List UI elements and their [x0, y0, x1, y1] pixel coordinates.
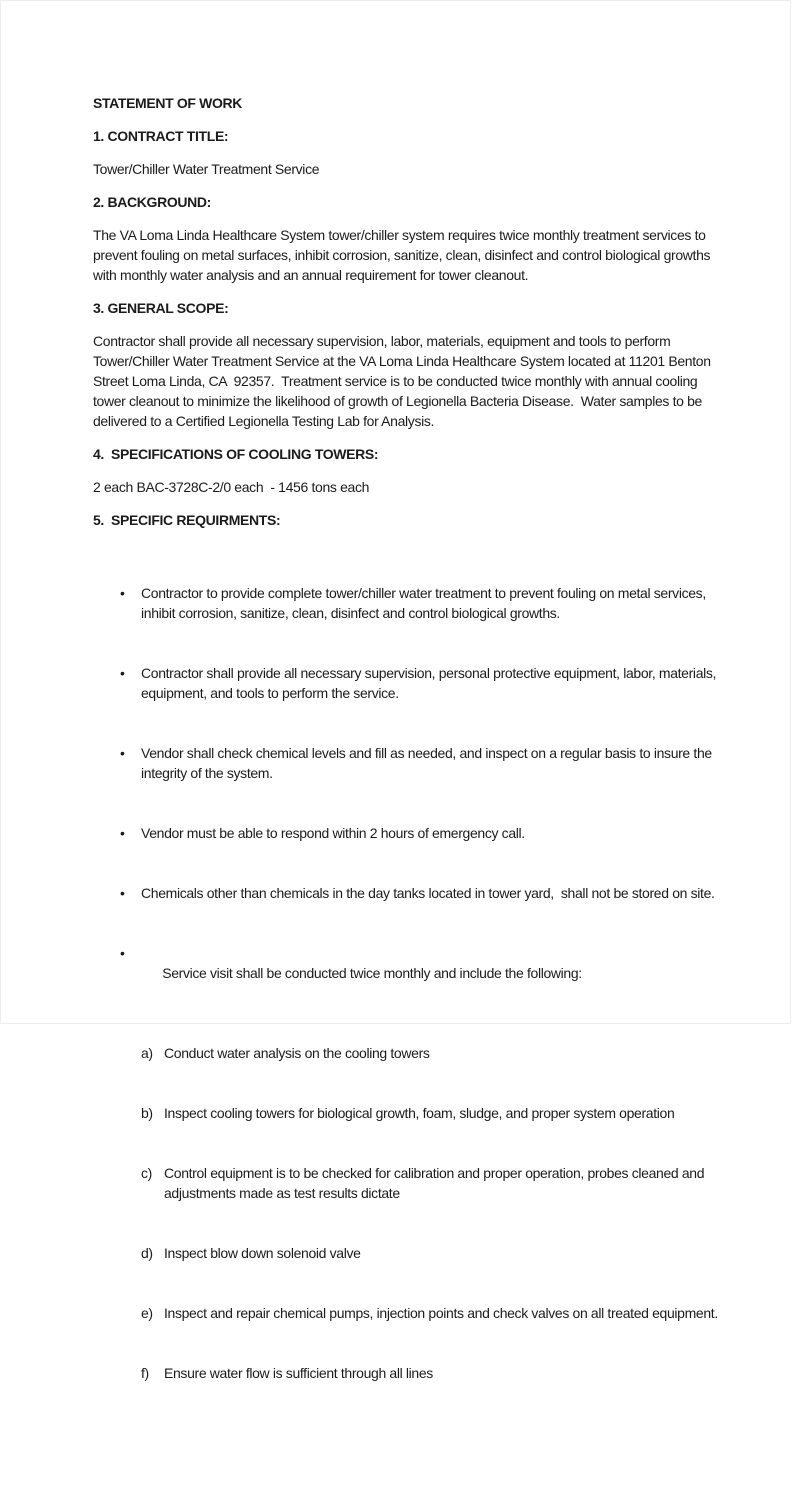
sublist-item-text: Inspect and repair chemical pumps, injection points and check valves on all treated equipment. — [164, 1305, 718, 1321]
sublist-item-label: e) — [141, 1305, 153, 1321]
sublist-item-text: Ensure water flow is sufficient through all lines — [164, 1365, 433, 1381]
requirements-list — [118, 543, 720, 1503]
sublist-item-label: f) — [141, 1365, 149, 1381]
sublist-item — [141, 1243, 720, 1263]
service-visit-sublist — [141, 1003, 720, 1423]
sublist-item-text: Conduct water analysis on the cooling towers — [164, 1045, 430, 1061]
doc-title: STATEMENT OF WORK — [93, 95, 243, 111]
sublist-item — [141, 1303, 720, 1323]
section-4-heading: 4. SPECIFICATIONS OF COOLING TOWERS: — [93, 446, 379, 462]
sublist-item — [141, 1363, 720, 1383]
list-item: • Chemicals other than chemicals in the day tanks located in tower yard, shall not be stored on site. — [118, 883, 720, 903]
section-2-body: The VA Loma Linda Healthcare System tower/chiller system requires twice monthly treatment services to prevent fouling on metal surfaces, inhibit corrosion, sanitize, clean, disinfect and control biological growths with monthly water analysis and an annual requirement for tower cleanout. — [93, 227, 714, 283]
sublist-item — [141, 1103, 720, 1123]
section-3-body: Contractor shall provide all necessary supervision, labor, materials, equipment and tools to perform Tower/Chiller Water Treatment Service at the VA Loma Linda Healthcare System located at 11201 Benton Street Loma Linda, CA 92357. Treatment service is to be conducted twice monthly with annual cooling tower cleanout to minimize the likelihood of growth of Legionella Bacteria Disease. Water samples to be delivered to a Certified Legionella Testing Lab for Analysis. — [93, 333, 715, 429]
sublist-item-text: Inspect cooling towers for biological growth, foam, sludge, and proper system operation — [164, 1105, 675, 1121]
sublist-item — [141, 1043, 720, 1063]
list-item — [118, 943, 720, 1463]
sublist-item — [141, 1163, 720, 1203]
section-5-heading: 5. SPECIFIC REQUIRMENTS: — [93, 512, 281, 528]
list-item: • Vendor must be able to respond within 2 hours of emergency call. — [118, 823, 720, 843]
section-1-heading: 1. CONTRACT TITLE: — [93, 128, 229, 144]
sublist-item-text: Inspect blow down solenoid valve — [164, 1245, 361, 1261]
section-1-body: Tower/Chiller Water Treatment Service — [93, 161, 320, 177]
section-4-body: 2 each BAC-3728C-2/0 each - 1456 tons each — [93, 479, 370, 495]
section-3-heading: 3. GENERAL SCOPE: — [93, 300, 229, 316]
list-item: • Contractor shall provide all necessary supervision, personal protective equipment, labor, materials, equipment, and tools to perform the service. — [118, 663, 720, 703]
sublist-item-label: a) — [141, 1045, 153, 1061]
list-item-text: Service visit shall be conducted twice monthly and include the following: — [162, 965, 582, 981]
list-item: • Vendor shall check chemical levels and fill as needed, and inspect on a regular basis to insure the integrity of the system. — [118, 743, 720, 783]
list-item: • Contractor to provide complete tower/chiller water treatment to prevent fouling on metal services, inhibit corrosion, sanitize, clean, disinfect and control biological growths. — [118, 583, 720, 623]
sublist-item-text: Control equipment is to be checked for calibration and proper operation, probes cleaned and adjustments made as test results dictate — [164, 1165, 708, 1201]
sublist-item-label: d) — [141, 1245, 153, 1261]
section-2-heading: 2. BACKGROUND: — [93, 194, 211, 210]
sublist-item-label: b) — [141, 1105, 153, 1121]
sublist-item-label: c) — [141, 1165, 152, 1181]
